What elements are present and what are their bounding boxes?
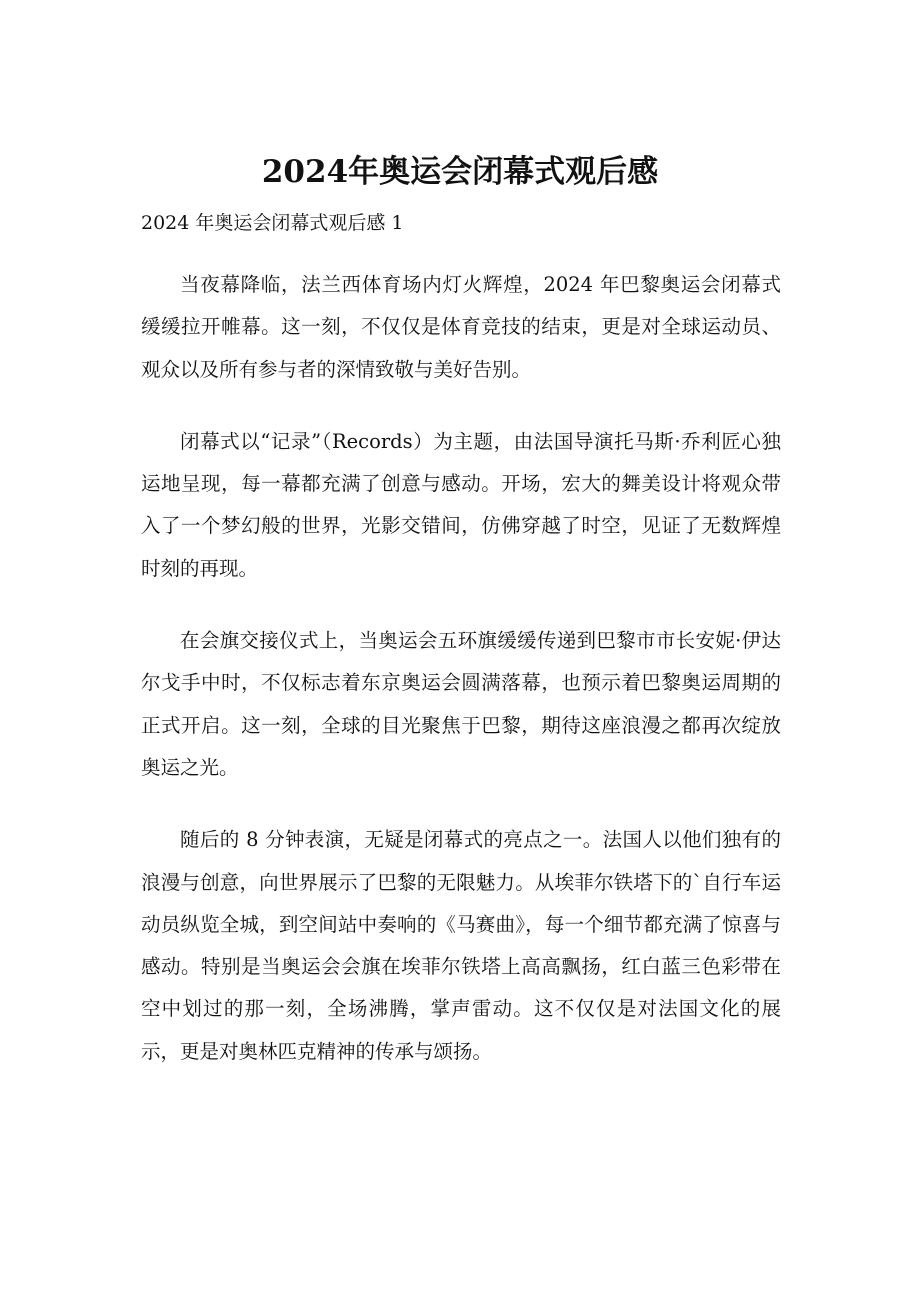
paragraph: 当夜幕降临，法兰西体育场内灯火辉煌，2024 年巴黎奥运会闭幕式缓缓拉开帷幕。这一刻，不仅仅是体育竞技的结束，更是对全球运动员、观众以及所有参与者的深情致敬与美好告别。: [141, 273, 781, 381]
document-title: 2024年奥运会闭幕式观后感: [261, 154, 659, 190]
document-body: [141, 264, 781, 1103]
paragraph: 在会旗交接仪式上，当奥运会五环旗缓缓传递到巴黎市市长安妮·伊达尔戈手中时，不仅标志着东京奥运会圆满落幕，也预示着巴黎奥运周期的正式开启。这一刻，全球的目光聚焦于巴黎，期待这座浪漫之都再次绽放奥运之光。: [141, 629, 781, 779]
document-subtitle: 2024 年奥运会闭幕式观后感 1: [141, 212, 404, 234]
paragraph: 随后的 8 分钟表演，无疑是闭幕式的亮点之一。法国人以他们独有的浪漫与创意，向世界展示了巴黎的无限魅力。从埃菲尔铁塔下的`自行车运动员纵览全城，到空间站中奏响的《马赛曲》，每一个细节都充满了惊喜与感动。特别是当奥运会会旗在埃菲尔铁塔上高高飘扬，红白蓝三色彩带在空中划过的那一刻，全场沸腾，掌声雷动。这不仅仅是对法国文化的展示，更是对奥林匹克精神的传承与颂扬。: [141, 828, 781, 1063]
paragraph: 闭幕式以“记录”（Records）为主题，由法国导演托马斯·乔利匠心独运地呈现，每一幕都充满了创意与感动。开场，宏大的舞美设计将观众带入了一个梦幻般的世界，光影交错间，仿佛穿越了时空，见证了无数辉煌时刻的再现。: [141, 429, 781, 580]
